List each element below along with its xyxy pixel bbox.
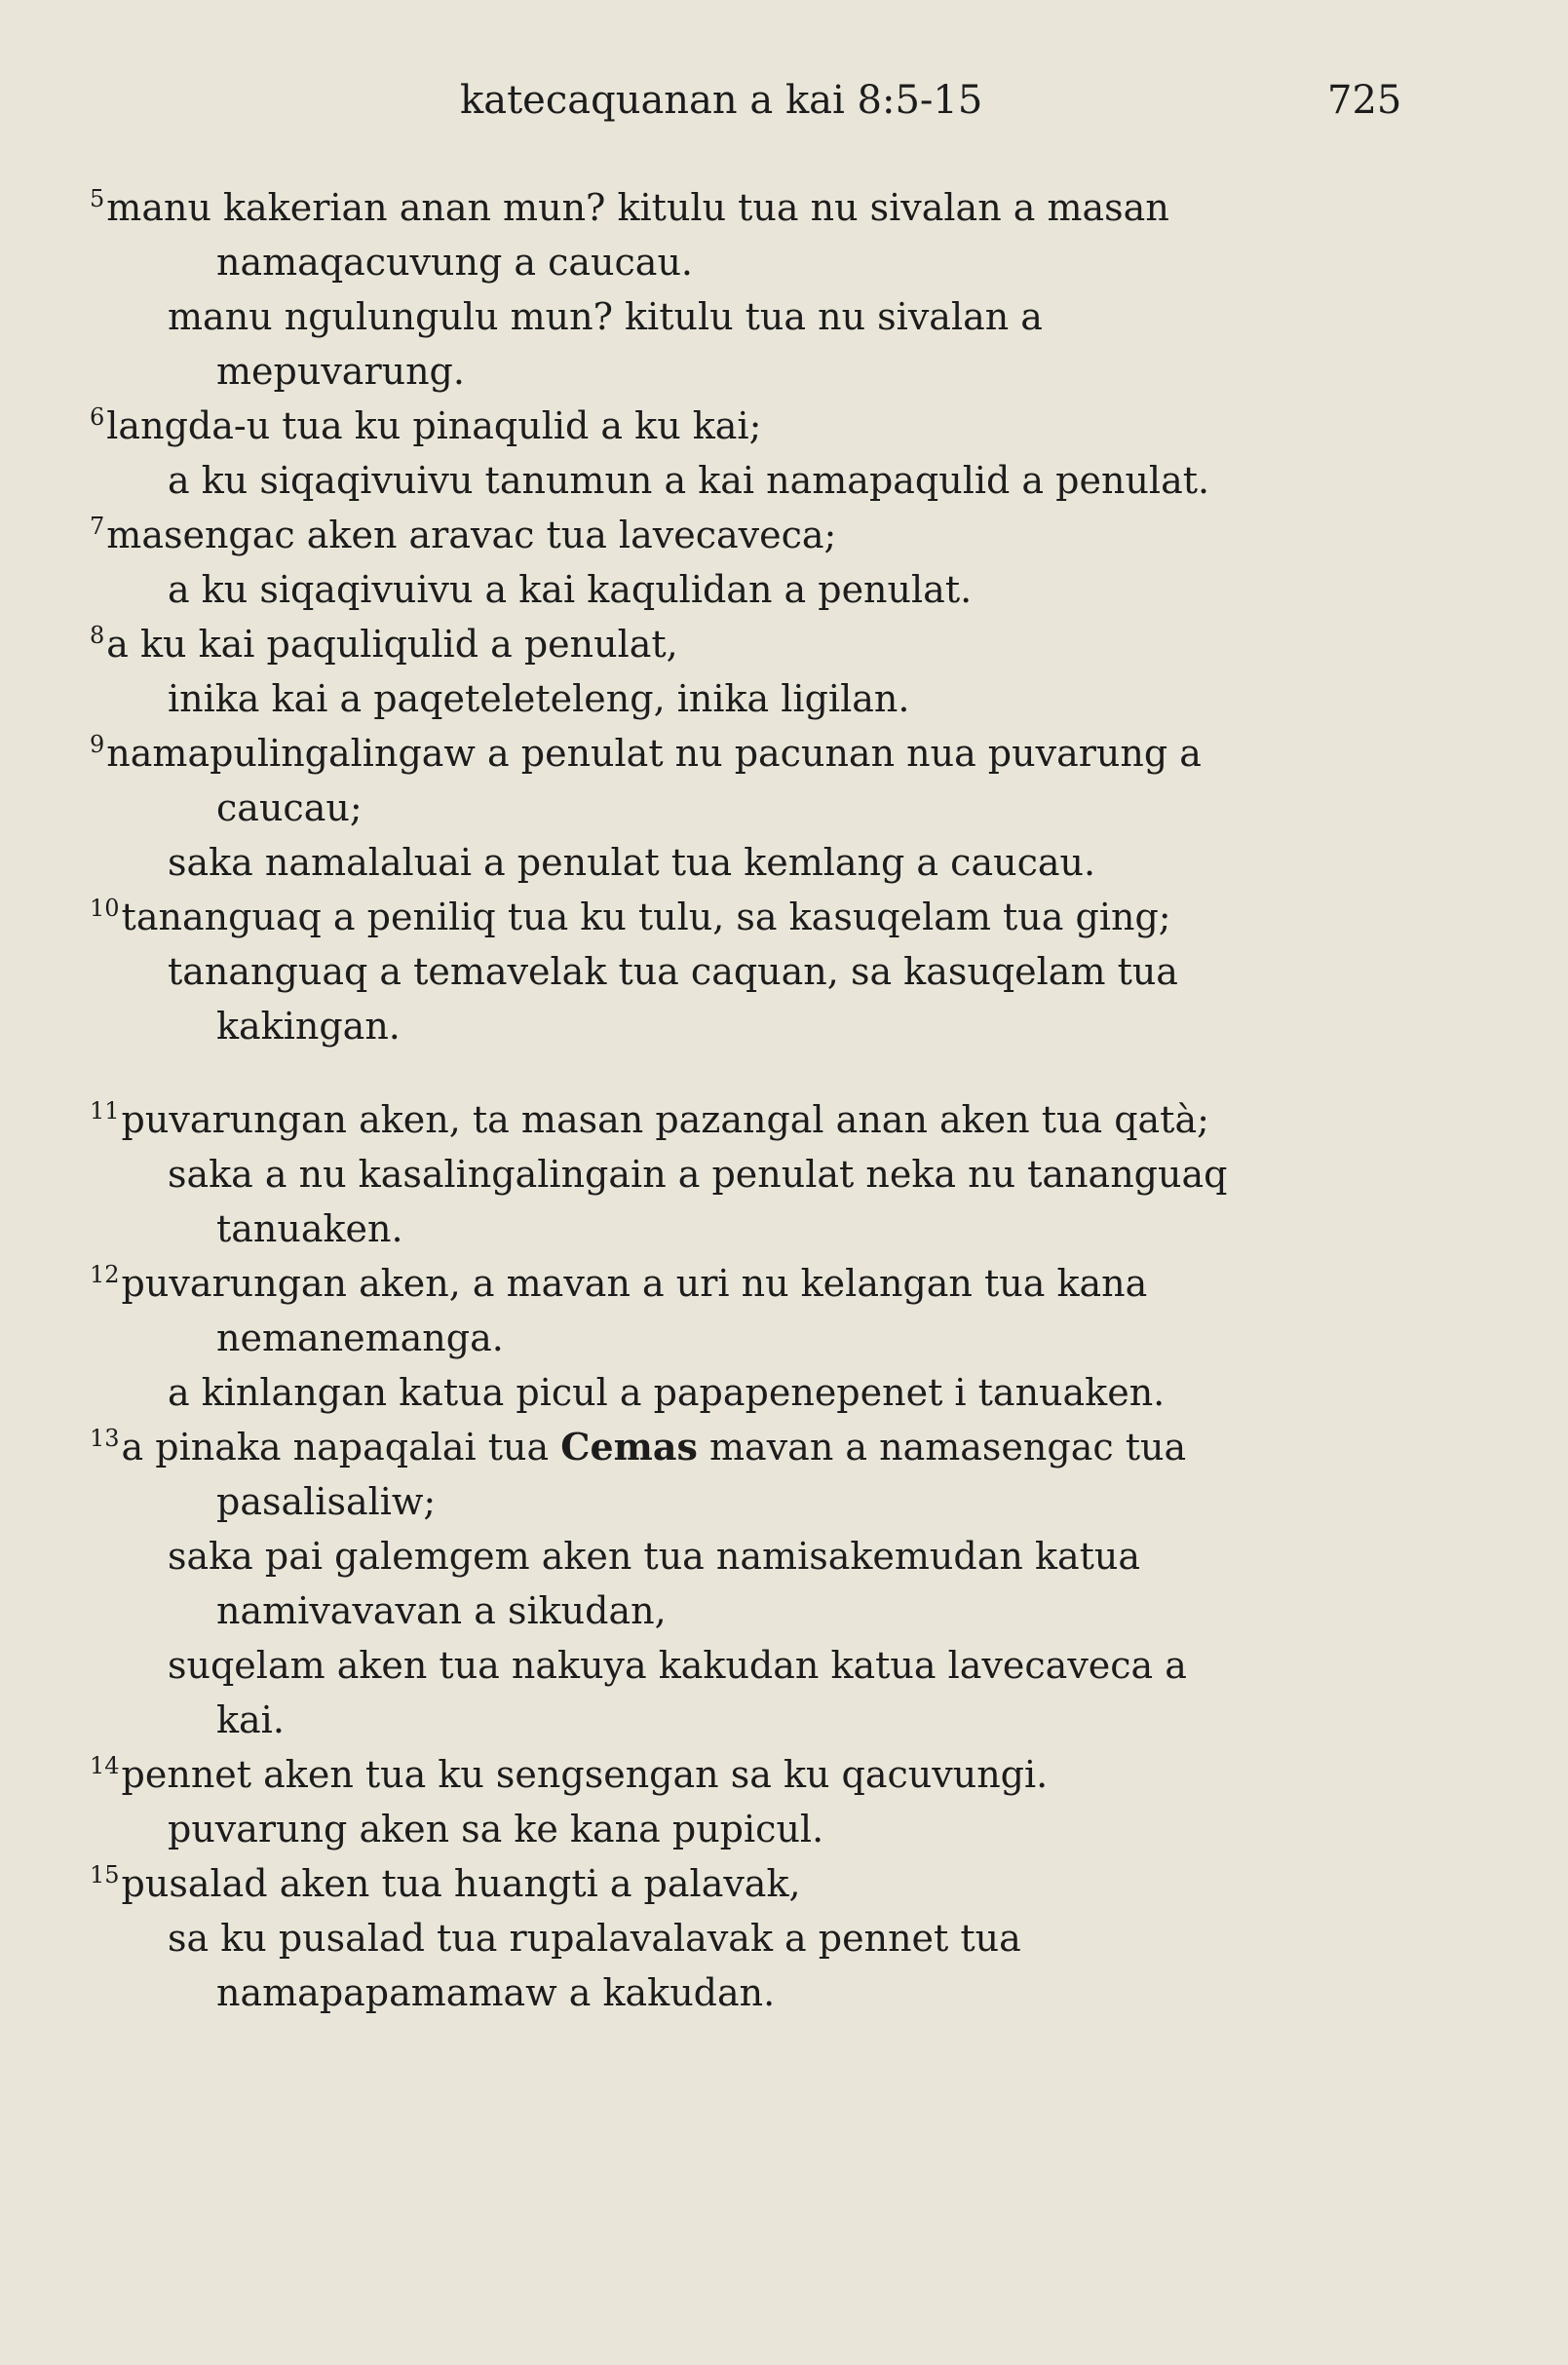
line-text: puvarungan aken, ta masan pazangal anan aken tua qatà; [121, 1098, 1209, 1141]
text-line [90, 1583, 1473, 1638]
verse-line [90, 1256, 1473, 1311]
verse-line [90, 890, 1473, 944]
text-line [90, 781, 1473, 835]
verse-number: 11 [90, 1097, 120, 1125]
verse-line [90, 726, 1473, 781]
line-text-rest: mavan a namasengac tua [697, 1426, 1187, 1469]
text-line [90, 1365, 1473, 1420]
line-text: kai. [216, 1698, 285, 1741]
line-text: masengac aken aravac tua lavecaveca; [106, 514, 837, 556]
text-line [90, 944, 1473, 999]
verse-number: 8 [90, 622, 105, 649]
line-text: manu ngulungulu mun? kitulu tua nu sivalan a [168, 295, 1043, 338]
text-line [90, 1965, 1473, 2020]
text-line [90, 671, 1473, 726]
line-text: a ku siqaqivuivu tanumun a kai namapaqulid a penulat. [168, 459, 1210, 502]
stanza-gap [90, 1053, 1473, 1092]
line-text: langda-u tua ku pinaqulid a ku kai; [106, 404, 762, 447]
line-text: saka namalaluai a penulat tua kemlang a caucau. [168, 841, 1096, 884]
line-text: inika kai a paqeteleteleng, inika ligilan. [168, 677, 910, 720]
verse-number: 12 [90, 1261, 120, 1288]
verse-number: 9 [90, 731, 105, 758]
text-line [90, 453, 1473, 508]
line-text: a ku siqaqivuivu a kai kaqulidan a penulat. [168, 568, 973, 611]
verse-line [90, 508, 1473, 562]
line-text: namapapamamaw a kakudan. [216, 1971, 776, 2014]
line-text: pusalad aken tua huangti a palavak, [121, 1862, 801, 1905]
line-text: pasalisaliw; [216, 1480, 437, 1523]
line-text: caucau; [216, 786, 363, 829]
line-text: nemanemanga. [216, 1316, 504, 1359]
verse-line [90, 180, 1473, 235]
line-text: a ku kai paquliqulid a penulat, [106, 623, 678, 666]
verse-number: 13 [90, 1425, 120, 1452]
line-text: namapulingalingaw a penulat nu pacunan nua puvarung a [106, 732, 1202, 775]
line-text: namaqacuvung a caucau. [216, 241, 694, 284]
text-line [90, 835, 1473, 890]
poem-text [90, 180, 1473, 2020]
text-line [90, 1474, 1473, 1529]
line-text: tananguaq a peniliq tua ku tulu, sa kasuqelam tua ging; [121, 896, 1171, 938]
text-line [90, 344, 1473, 399]
text-line [90, 1911, 1473, 1965]
verse-number: 14 [90, 1752, 120, 1779]
running-title: katecaquanan a kai 8:5-15 [460, 78, 983, 123]
line-text: pennet aken tua ku sengsengan sa ku qacuvungi. [121, 1753, 1049, 1796]
line-text: namivavavan a sikudan, [216, 1589, 667, 1632]
verse-number: 15 [90, 1861, 120, 1888]
text-line [90, 1202, 1473, 1256]
text-line [90, 1693, 1473, 1747]
verse-number: 6 [90, 403, 105, 431]
verse-line [90, 1092, 1473, 1147]
verse-number: 7 [90, 513, 105, 540]
text-line [90, 235, 1473, 289]
text-line [90, 1147, 1473, 1202]
line-text: tanuaken. [216, 1207, 403, 1250]
page-number: 725 [1327, 78, 1402, 123]
line-text: suqelam aken tua nakuya kakudan katua lavecaveca a [168, 1644, 1187, 1687]
line-text: puvarungan aken, a mavan a uri nu kelangan tua kana [121, 1262, 1148, 1305]
verse-line [90, 617, 1473, 671]
text-line [90, 289, 1473, 344]
line-text: a pinaka napaqalai tua [121, 1426, 561, 1469]
line-text: tananguaq a temavelak tua caquan, sa kasuqelam tua [168, 950, 1178, 993]
verse-line [90, 1856, 1473, 1911]
verse-number: 5 [90, 185, 105, 212]
verse-line [90, 399, 1473, 453]
line-text: manu kakerian anan mun? kitulu tua nu sivalan a masan [106, 186, 1169, 229]
line-text: puvarung aken sa ke kana pupicul. [168, 1808, 824, 1850]
line-text: mepuvarung. [216, 350, 465, 393]
verse-number: 10 [90, 895, 120, 922]
line-text: kakingan. [216, 1005, 401, 1048]
text-line [90, 1802, 1473, 1856]
text-line [90, 562, 1473, 617]
bold-word: Cemas [560, 1425, 698, 1469]
text-line [90, 1638, 1473, 1693]
line-text: saka pai galemgem aken tua namisakemudan katua [168, 1535, 1141, 1578]
line-text: saka a nu kasalingalingain a penulat neka nu tananguaq [168, 1153, 1228, 1196]
line-text: sa ku pusalad tua rupalavalavak a pennet tua [168, 1917, 1021, 1960]
line-text: a kinlangan katua picul a papapenepenet i tanuaken. [168, 1371, 1166, 1414]
verse-line [90, 1420, 1473, 1474]
text-line [90, 1529, 1473, 1583]
page-header [0, 78, 1568, 146]
verse-line [90, 1747, 1473, 1802]
text-line [90, 999, 1473, 1053]
text-line [90, 1311, 1473, 1365]
